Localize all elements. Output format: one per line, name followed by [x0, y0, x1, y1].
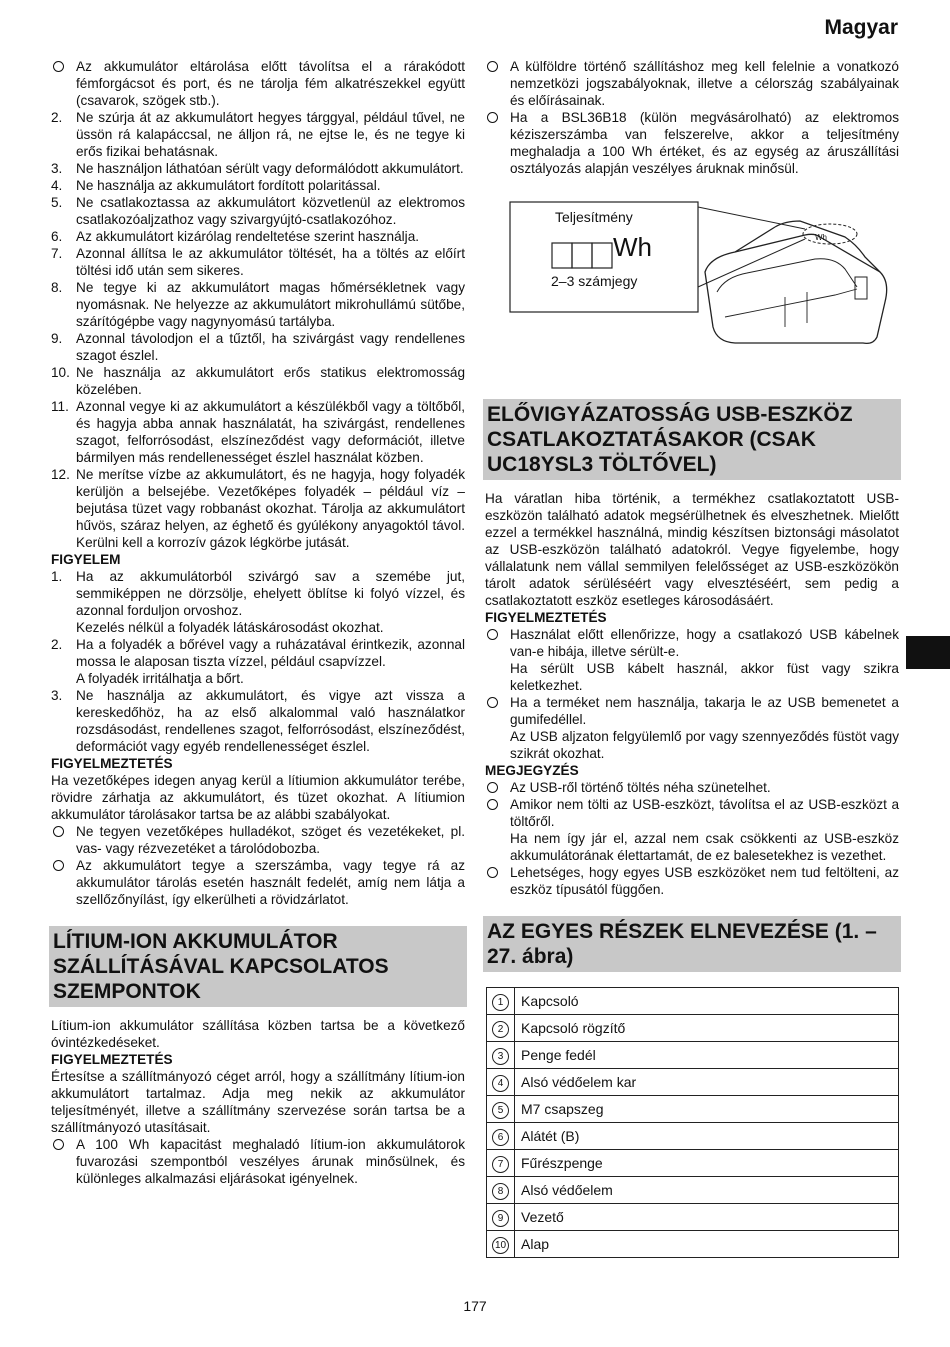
item-number: 3.	[51, 161, 63, 176]
top-bullets	[485, 58, 899, 177]
bullet-circle-icon	[487, 697, 498, 708]
list-item	[485, 109, 899, 177]
bullet-circle-icon	[487, 782, 498, 793]
item-text: Azonnal állítsa le az akkumulátor töltését, ha a töltés az előírt töltési idő után sem sikeres.	[76, 246, 465, 278]
part-name: Alsó védőelem	[515, 1177, 899, 1204]
part-number: 6	[492, 1129, 509, 1146]
part-number: 9	[492, 1210, 509, 1227]
item-number: 1.	[51, 569, 63, 584]
section-warning-text: Értesítse a szállítmányozó céget arról, hogy a szállítmány lítium-ion akkumulátort tartalmaz. Adja meg nekik az akkumulátor teljesítményét, illetve a szállítmány szervezése során tartsa be a szállítmányozó utasításait.	[51, 1069, 465, 1135]
numbered-item	[51, 160, 465, 177]
numbered-item	[51, 687, 465, 755]
note-heading: MEGJEGYZÉS	[485, 763, 579, 778]
item-number: 2.	[51, 637, 63, 652]
warning-text: Ha vezetőképes idegen anyag kerül a lítiumion akkumulátor terébe, rövidre zárhatja az akkumulátort, és tüzet okozhat. A lítiumion akkumulátor tárolásakor tartsa be az alábbi szabályokat.	[51, 773, 465, 822]
table-row	[487, 1150, 899, 1177]
item-extra: Ha sérült USB kábelt használ, akkor füst vagy szikra keletkezhet.	[510, 661, 899, 693]
part-name: Alsó védőelem kar	[515, 1069, 899, 1096]
bullet-circle-icon	[53, 61, 64, 72]
table-row	[487, 1231, 899, 1258]
item-text: Az akkumulátort kizárólag rendeltetése szerint használja.	[76, 229, 420, 244]
parts-table	[486, 987, 899, 1258]
part-number: 10	[492, 1237, 509, 1254]
section-heading-parts: AZ EGYES RÉSZEK ELNEVEZÉSE (1. – 27. ábra)	[483, 916, 901, 972]
item-text: Ne csatlakoztassa az akkumulátort közvetlenül az elektromos csatlakozóaljzathoz vagy szivargyújtó-csatlakozóhoz.	[76, 195, 465, 227]
part-number: 4	[492, 1075, 509, 1092]
list-item: A 100 Wh kapacitást meghaladó lítium-ion akkumulátorok fuvarozási szempontból veszélyes árunak minősülnek, és különleges alkalmazási eljárásokat igényelnek.	[51, 1136, 465, 1187]
part-number-cell	[487, 1069, 515, 1096]
item-number: 9.	[51, 331, 63, 346]
item-text: Az akkumulátort tegye a szerszámba, vagy tegye rá az akkumulátor tárolás esetén használt fedelét, amíg nem látja a szellőzőnyílást, így elkerülheti a rövidzárlatot.	[76, 858, 465, 907]
part-number: 1	[492, 994, 509, 1011]
part-number-cell	[487, 1177, 515, 1204]
item-text: Ha a folyadék a bőrével vagy a ruházatával érintkezik, azonnal mossa le alaposan tiszta vízzel, például csapvízzel.	[76, 637, 465, 669]
item-text: Ne szúrja át az akkumulátort hegyes tárggyal, például tűvel, ne üssön rá kalapáccsal, ne álljon rá, ne ejtse le, és ne tegye ki erős fizikai behatásnak.	[76, 110, 465, 159]
left-column	[51, 58, 465, 1187]
bullet-circle-icon	[53, 1139, 64, 1150]
battery-figure	[485, 177, 899, 347]
figyelem-heading: FIGYELEM	[51, 552, 121, 567]
item-number: 10.	[51, 365, 70, 380]
numbered-item	[51, 636, 465, 670]
list-item: Az akkumulátor eltárolása előtt távolítsa el a rárakódott fémforgácsot és port, és ne tárolja fém alkatrészekkel együtt (csavarok, szögek stb.).	[51, 58, 465, 109]
numbered-item	[51, 330, 465, 364]
item-text: Ne használja az akkumulátort fordított polaritással.	[76, 178, 381, 193]
bullet-circle-icon	[53, 826, 64, 837]
item-text: Használat előtt ellenőrizze, hogy a csatlakozó USB kábelnek van-e hibája, illetve sérült-e.	[510, 627, 899, 659]
section-heading-usb: ELŐVIGYÁZATOSSÁG USB-ESZKÖZ CSATLAKOZTATÁSAKOR (CSAK UC18YSL3 TÖLTŐVEL)	[483, 399, 901, 480]
page-number: 177	[463, 1298, 487, 1314]
numbered-item	[51, 279, 465, 330]
table-row	[487, 1204, 899, 1231]
numbered-item	[51, 194, 465, 228]
item-text: Ne merítse vízbe az akkumulátort, és ne hagyja, hogy folyadék kerüljön a belsejébe. Vezetőképes folyadék – például víz – bejutása tüzet vagy robbanást okozhat. Tárolja az akkumulátort hűvös, száraz helyen, az éghető és gyúlékony anyagoktól távol. Kerülni kell a korrozív gázok légkörbe jutását.	[76, 467, 465, 550]
item-text: Ne tegyen vezetőképes hulladékot, szöget és vezetékeket, pl. vas- vagy rézvezetéket a tárolódobozba.	[76, 824, 465, 856]
part-name: M7 csapszeg	[515, 1096, 899, 1123]
bullet-circle-icon	[487, 112, 498, 123]
list-item	[485, 58, 899, 109]
part-name: Vezető	[515, 1204, 899, 1231]
numbered-list	[51, 109, 465, 551]
item-text: Ne használjon láthatóan sérült vagy deformálódott akkumulátort.	[76, 161, 464, 176]
section-warning-heading: FIGYELMEZTETÉS	[51, 1052, 173, 1067]
table-row	[487, 1123, 899, 1150]
usb-warnings	[485, 626, 899, 762]
right-column	[485, 58, 899, 1258]
usb-text: Ha váratlan hiba történik, a termékhez csatlakoztatott USB-eszközön található adatok megsérülhetnek és elveszhetnek. Mielőtt ezzel a termékkel használná, mindig készítsen biztonsági másolatot az USB-eszközön található adatokról. Vegye figyelembe, hogy vállalatunk nem vállal semmilyen felelősséget az USB-eszközökön tárolt adatok sérüléséért vagy elvesztéséért, sem pedig a csatlakoztatott eszköz esetleges károsodásáért.	[485, 491, 899, 608]
numbered-item	[51, 466, 465, 551]
item-text: Ne használja az akkumulátort, és vigye azt vissza a kereskedőhöz, ha az első alkalommal való használatkor rozsdásodást, rendellenes szagot, felforrósodást, elszíneződést, deformációt vagy egyéb rendellenességet észlel.	[76, 688, 465, 754]
part-name: Alátét (B)	[515, 1123, 899, 1150]
section-edge-tab	[906, 636, 950, 669]
usb-warning-heading: FIGYELMEZTETÉS	[485, 610, 607, 625]
notes-list	[485, 779, 899, 898]
part-number: 8	[492, 1183, 509, 1200]
table-row	[487, 1177, 899, 1204]
item-text: Ha az akkumulátorból szivárgó sav a szemébe jut, semmiképpen ne dörzsölje, ehelyett öblítse ki folyó vízzel, és azonnal forduljon orvoshoz.	[76, 569, 465, 618]
item-text: Ha a terméket nem használja, takarja le az USB bemenetet a gumifedéllel.	[510, 695, 899, 727]
part-number-cell	[487, 1231, 515, 1258]
numbered-item	[51, 568, 465, 619]
part-number: 3	[492, 1048, 509, 1065]
warning-bullets	[51, 823, 465, 908]
part-name: Alap	[515, 1231, 899, 1258]
bullet-circle-icon	[53, 860, 64, 871]
list-item	[51, 857, 465, 908]
part-number: 2	[492, 1021, 509, 1038]
list-item	[485, 694, 899, 728]
part-number-cell	[487, 1096, 515, 1123]
warning-heading: FIGYELMEZTETÉS	[51, 756, 173, 771]
figure-label-bottom: 2–3 számjegy	[551, 273, 638, 289]
part-number-cell	[487, 988, 515, 1015]
table-row	[487, 1015, 899, 1042]
list-item	[51, 823, 465, 857]
item-number: 4.	[51, 178, 63, 193]
item-extra: Kezelés nélkül a folyadék látáskárosodást okozhat.	[76, 620, 384, 635]
item-text: Amikor nem tölti az USB-eszközt, távolítsa el az USB-eszközt a töltőről.	[510, 797, 899, 829]
battery-wh-label: Wh	[815, 233, 827, 242]
part-number-cell	[487, 1150, 515, 1177]
numbered-item	[51, 245, 465, 279]
list-item	[485, 864, 899, 898]
numbered-item	[51, 109, 465, 160]
part-name: Fűrészpenge	[515, 1150, 899, 1177]
item-number: 5.	[51, 195, 63, 210]
numbered-item	[51, 364, 465, 398]
item-number: 2.	[51, 110, 63, 125]
part-number: 5	[492, 1102, 509, 1119]
item-number: 8.	[51, 280, 63, 295]
bullet-circle-icon	[487, 61, 498, 72]
list-item	[485, 626, 899, 660]
item-extra: A folyadék irritálhatja a bőrt.	[76, 671, 244, 686]
item-number: 7.	[51, 246, 63, 261]
numbered-item	[51, 177, 465, 194]
part-name: Penge fedél	[515, 1042, 899, 1069]
table-row	[487, 988, 899, 1015]
item-text: Ne használja az akkumulátort erős statikus elektromosság közelében.	[76, 365, 465, 397]
item-number: 11.	[51, 399, 69, 414]
table-row	[487, 1069, 899, 1096]
figyelem-list	[51, 568, 465, 755]
numbered-item	[51, 398, 465, 466]
figure-label-top: Teljesítmény	[555, 209, 633, 225]
item-number: 6.	[51, 229, 63, 244]
item-text: Ne tegye ki az akkumulátort magas hőmérsékletnek vagy nyomásnak. Ne helyezze az akkumulátort mikrohullámú sütőbe, szárítógépbe vagy nagynyomású tartályba.	[76, 280, 465, 329]
section-heading-lithium: LÍTIUM-ION AKKUMULÁTOR SZÁLLÍTÁSÁVAL KAPCSOLATOS SZEMPONTOK	[49, 926, 467, 1007]
table-row	[487, 1096, 899, 1123]
item-text: Lehetséges, hogy egyes USB eszközöket nem tud feltölteni, az eszköz típusától függően.	[510, 865, 899, 897]
part-number-cell	[487, 1123, 515, 1150]
bullet-circle-icon	[487, 867, 498, 878]
figure-unit: Wh	[613, 232, 652, 262]
part-number-cell	[487, 1204, 515, 1231]
numbered-item	[51, 228, 465, 245]
item-text: Az USB-ről történő töltés néha szünetelhet.	[510, 780, 771, 795]
item-text: Azonnal távolodjon el a tűztől, ha szivárgást vagy rendellenes szagot észlel.	[76, 331, 465, 363]
table-row	[487, 1042, 899, 1069]
item-extra: Ha nem így jár el, azzal nem csak csökkenti az USB-eszköz akkumulátorának élettartamát, de ez balesetekhez is vezethet.	[510, 831, 899, 863]
item-extra: Az USB aljzaton felgyülemlő por vagy szennyeződés füstöt vagy szikrát okozhat.	[510, 729, 899, 761]
language-label: Magyar	[824, 16, 898, 39]
item-text: Ha a BSL36B18 (külön megvásárolható) az elektromos kéziszerszámba van felszerelve, akkor a teljesítmény meghaladja a 100 Wh értéket, és az egység az áruszállítási osztályozás alapján veszélyes áruknak minősül.	[510, 110, 899, 176]
item-number: 3.	[51, 688, 63, 703]
bullet-circle-icon	[487, 799, 498, 810]
part-number-cell	[487, 1015, 515, 1042]
list-item	[485, 779, 899, 796]
bullet-circle-icon	[487, 629, 498, 640]
section-intro: Lítium-ion akkumulátor szállítása közben tartsa be a következő óvintézkedéseket.	[51, 1018, 465, 1050]
item-text: Azonnal vegye ki az akkumulátort a készülékből vagy a töltőből, és hagyja abba annak használatát, ha szivárgást, rendellenes szagot, felforrósodást, elszíneződést vagy deformációt, illetve bármilyen más rendellenességet észlel használat közben.	[76, 399, 465, 465]
item-text: A külföldre történő szállításhoz meg kell felelnie a vonatkozó nemzetközi jogszabályoknak, illetve a célország szabályainak és előírásainak.	[510, 59, 899, 108]
part-name: Kapcsoló rögzítő	[515, 1015, 899, 1042]
battery-illustration	[485, 177, 899, 347]
list-item	[485, 796, 899, 830]
part-name: Kapcsoló	[515, 988, 899, 1015]
item-number: 12.	[51, 467, 70, 482]
part-number-cell	[487, 1042, 515, 1069]
part-number: 7	[492, 1156, 509, 1173]
